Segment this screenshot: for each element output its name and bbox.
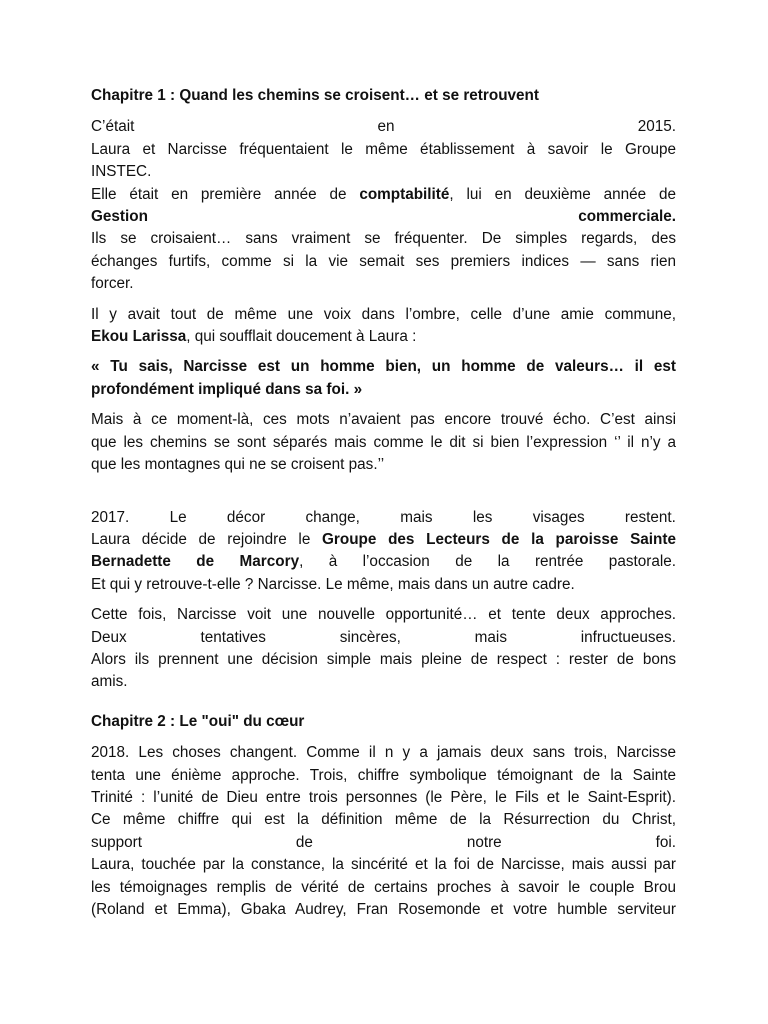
line: forcer. bbox=[91, 275, 134, 293]
line: INSTEC. bbox=[91, 163, 152, 181]
line bbox=[91, 551, 676, 573]
line bbox=[91, 627, 676, 649]
line bbox=[91, 184, 676, 206]
bold-text: comptabilité bbox=[359, 185, 450, 203]
word: change, bbox=[305, 508, 360, 526]
line: Laura, touchée par la constance, la sincérité et la foi de Narcisse, mais aussi par bbox=[91, 856, 676, 874]
bold-text: Gestion bbox=[91, 208, 148, 226]
line: les témoignages remplis de vérité de certains proches à savoir le couple Brou bbox=[91, 878, 676, 896]
line: Alors ils prennent une décision simple mais pleine de respect : rester de bons bbox=[91, 650, 676, 668]
paragraph-echo bbox=[91, 409, 676, 476]
paragraph-2015 bbox=[91, 116, 676, 295]
text: , lui en deuxième année de bbox=[449, 185, 676, 203]
line: tenta une énième approche. Trois, chiffre symbolique témoignant de la Sainte bbox=[91, 766, 676, 784]
chapter-2-title: Chapitre 2 : Le "oui" du cœur bbox=[91, 712, 305, 730]
line: que les chemins se sont séparés mais comme le dit si bien l’expression ‘’ il n’y a bbox=[91, 433, 676, 451]
bold-text: Groupe des Lecteurs de la paroisse Sainte bbox=[322, 530, 676, 548]
word: Le bbox=[169, 508, 187, 526]
word: infructueuses. bbox=[580, 628, 676, 646]
text: Laura décide de rejoindre le bbox=[91, 530, 323, 548]
blank-line bbox=[91, 485, 676, 507]
paragraph-2017 bbox=[91, 507, 676, 597]
word: visages bbox=[532, 508, 585, 526]
bold-text: Bernadette de Marcory bbox=[91, 553, 300, 571]
line: (Roland et Emma), Gbaka Audrey, Fran Rosemonde et votre humble serviteur bbox=[91, 901, 676, 918]
text: Elle était en première année de bbox=[91, 185, 360, 203]
line bbox=[91, 326, 676, 348]
text: , à l’occasion de la rentrée pastorale. bbox=[299, 553, 676, 571]
word: mais bbox=[474, 628, 507, 646]
word: support bbox=[91, 833, 143, 851]
line: Et qui y retrouve-t-elle ? Narcisse. Le même, mais dans un autre cadre. bbox=[91, 575, 575, 593]
word: décor bbox=[226, 508, 266, 526]
line: 2018. Les choses changent. Comme il n y a jamais deux sans trois, Narcisse bbox=[91, 744, 676, 762]
paragraph-2018 bbox=[91, 742, 676, 921]
word: Deux bbox=[91, 628, 127, 646]
blank-line bbox=[91, 702, 676, 711]
line bbox=[91, 116, 676, 138]
line bbox=[91, 529, 676, 551]
text: , qui soufflait doucement à Laura : bbox=[186, 328, 417, 346]
word: en bbox=[377, 118, 395, 136]
line: Cette fois, Narcisse voit une nouvelle opportunité… et tente deux approches. bbox=[91, 606, 676, 624]
line bbox=[91, 507, 676, 529]
line: amis. bbox=[91, 673, 128, 691]
line: Ils se croisaient… sans vraiment se fréquenter. De simples regards, des bbox=[91, 230, 676, 248]
line: échanges furtifs, comme si la vie semait ses premiers indices — sans rien bbox=[91, 252, 676, 270]
word: de bbox=[295, 833, 313, 851]
word: les bbox=[472, 508, 493, 526]
word: tentatives bbox=[200, 628, 266, 646]
line: « Tu sais, Narcisse est un homme bien, un homme de valeurs… il est bbox=[91, 358, 676, 376]
word: C’était bbox=[91, 118, 135, 136]
line: que les montagnes qui ne se croisent pas.’’ bbox=[91, 456, 385, 474]
chapter-1-title: Chapitre 1 : Quand les chemins se croisent… et se retrouvent bbox=[91, 87, 539, 104]
line bbox=[91, 832, 676, 854]
bold-text: Ekou Larissa bbox=[91, 328, 187, 346]
line: Mais à ce moment-là, ces mots n’avaient pas encore trouvé écho. C’est ainsi bbox=[91, 411, 676, 429]
line: profondément impliqué dans sa foi. » bbox=[91, 380, 363, 398]
bold-text: commerciale. bbox=[578, 208, 676, 226]
paragraph-voice bbox=[91, 304, 676, 349]
line: Il y avait tout de même une voix dans l’ombre, celle d’une amie commune, bbox=[91, 305, 676, 323]
quote bbox=[91, 356, 676, 401]
line: Trinité : l’unité de Dieu entre trois personnes (le Père, le Fils et le Saint-Esprit). bbox=[91, 788, 676, 806]
line: Laura et Narcisse fréquentaient le même établissement à savoir le Groupe bbox=[91, 140, 676, 158]
line bbox=[91, 206, 676, 228]
word: sincères, bbox=[339, 628, 401, 646]
word: notre bbox=[466, 833, 502, 851]
line: Ce même chiffre qui est la définition même de la Résurrection du Christ, bbox=[91, 811, 676, 829]
word: 2017. bbox=[91, 508, 130, 526]
paragraph-attempts bbox=[91, 604, 676, 694]
word: mais bbox=[400, 508, 433, 526]
document-body bbox=[91, 85, 676, 929]
word: restent. bbox=[624, 508, 676, 526]
word: 2015. bbox=[637, 118, 676, 136]
word: foi. bbox=[655, 833, 676, 851]
